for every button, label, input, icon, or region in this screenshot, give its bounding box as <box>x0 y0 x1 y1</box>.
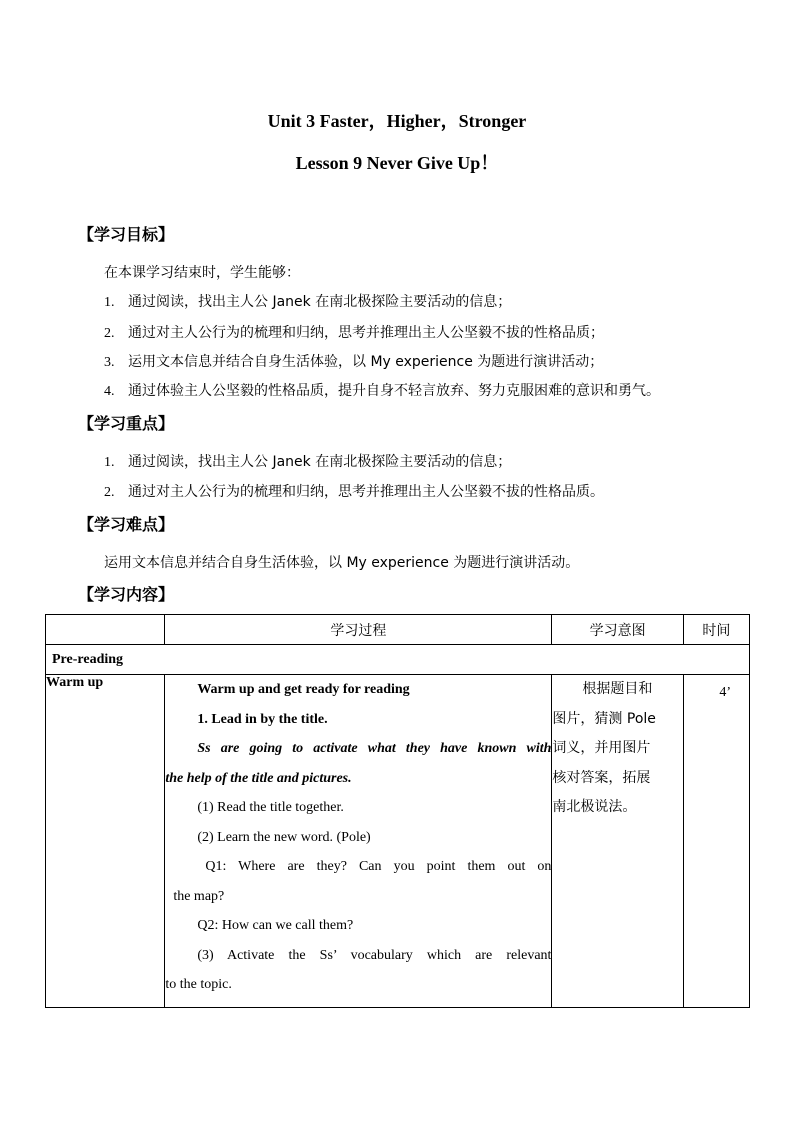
process-line: Q1: Where are they? Can you point them out on <box>205 859 552 874</box>
content-heading: 【学习内容】 <box>78 585 175 604</box>
goal-num: 3. <box>104 355 115 370</box>
process-line: the map? <box>173 888 225 904</box>
keypoint-num: 1. <box>104 455 115 470</box>
goals-intro: 在本课学习结束时，学生能够： <box>104 265 300 281</box>
goal-num: 1. <box>104 295 115 310</box>
goal-item-4 <box>104 380 660 400</box>
goals-heading: 【学习目标】 <box>78 225 175 244</box>
process-line: the help of the title and pictures. <box>165 770 352 786</box>
goal-text: 通过对主人公行为的梳理和归纳，思考并推理出主人公坚毅不拔的性格品质； <box>128 325 604 341</box>
difficulties-text: 运用文本信息并结合自身生活体验，以 My experience 为题进行演讲活动。 <box>104 555 580 571</box>
intent-cell <box>552 675 683 1008</box>
table-row <box>46 675 750 1008</box>
header-cell-intent: 学习意图 <box>552 615 683 645</box>
header-cell-process: 学习过程 <box>165 615 552 645</box>
process-line: Ss are going to activate what they have known with <box>197 741 552 756</box>
keypoint-item-2 <box>104 481 604 501</box>
process-line: (3) Activate the Ss’ vocabulary which are relevant <box>197 947 552 963</box>
intent-line: 图片，猜测 Pole <box>552 710 656 727</box>
section-label: Pre-reading <box>46 645 750 675</box>
intent-line: 南北极说法。 <box>552 799 637 815</box>
difficulties-heading: 【学习难点】 <box>78 515 175 534</box>
goal-num: 2. <box>104 326 115 341</box>
goal-text: 运用文本信息并结合自身生活体验，以 My experience 为题进行演讲活动； <box>128 354 604 370</box>
process-line: Warm up and get ready for reading <box>197 682 410 697</box>
lesson-plan-table <box>45 614 750 1008</box>
time-cell: 4’ <box>683 675 749 1008</box>
unit-title: Unit 3 Faster，Higher，Stronger <box>267 111 527 131</box>
section-row <box>46 645 750 675</box>
table-header-row <box>46 615 750 645</box>
stage-cell: Warm up <box>46 675 165 1008</box>
goal-num: 4. <box>104 384 115 399</box>
intent-line: 根据题目和 <box>582 681 653 697</box>
process-line: (2) Learn the new word. (Pole) <box>197 829 371 845</box>
header-cell-empty <box>46 615 165 645</box>
intent-line: 词义，并用图片 <box>552 740 651 756</box>
keypoint-item-1 <box>104 451 511 471</box>
goal-item-3 <box>104 351 603 371</box>
process-line: 1. Lead in by the title. <box>197 711 328 727</box>
keypoints-heading: 【学习重点】 <box>78 414 175 433</box>
goal-text: 通过体验主人公坚毅的性格品质，提升自身不轻言放弃、努力克服困难的意识和勇气。 <box>128 383 660 399</box>
header-cell-time: 时间 <box>683 615 749 645</box>
keypoint-text: 通过阅读，找出主人公 Janek 在南北极探险主要活动的信息； <box>128 454 512 470</box>
goal-item-1 <box>104 291 511 311</box>
goal-text: 通过阅读，找出主人公 Janek 在南北极探险主要活动的信息； <box>128 294 512 310</box>
lesson-title: Lesson 9 Never Give Up！ <box>295 153 499 173</box>
process-line: (1) Read the title together. <box>197 800 344 815</box>
intent-line: 核对答案，拓展 <box>552 769 651 786</box>
process-cell <box>165 675 552 1008</box>
process-line: Q2: How can we call them? <box>197 918 354 933</box>
process-line: to the topic. <box>165 977 232 992</box>
goal-item-2 <box>104 322 604 342</box>
keypoint-num: 2. <box>104 485 115 500</box>
keypoint-text: 通过对主人公行为的梳理和归纳，思考并推理出主人公坚毅不拔的性格品质。 <box>128 484 604 500</box>
